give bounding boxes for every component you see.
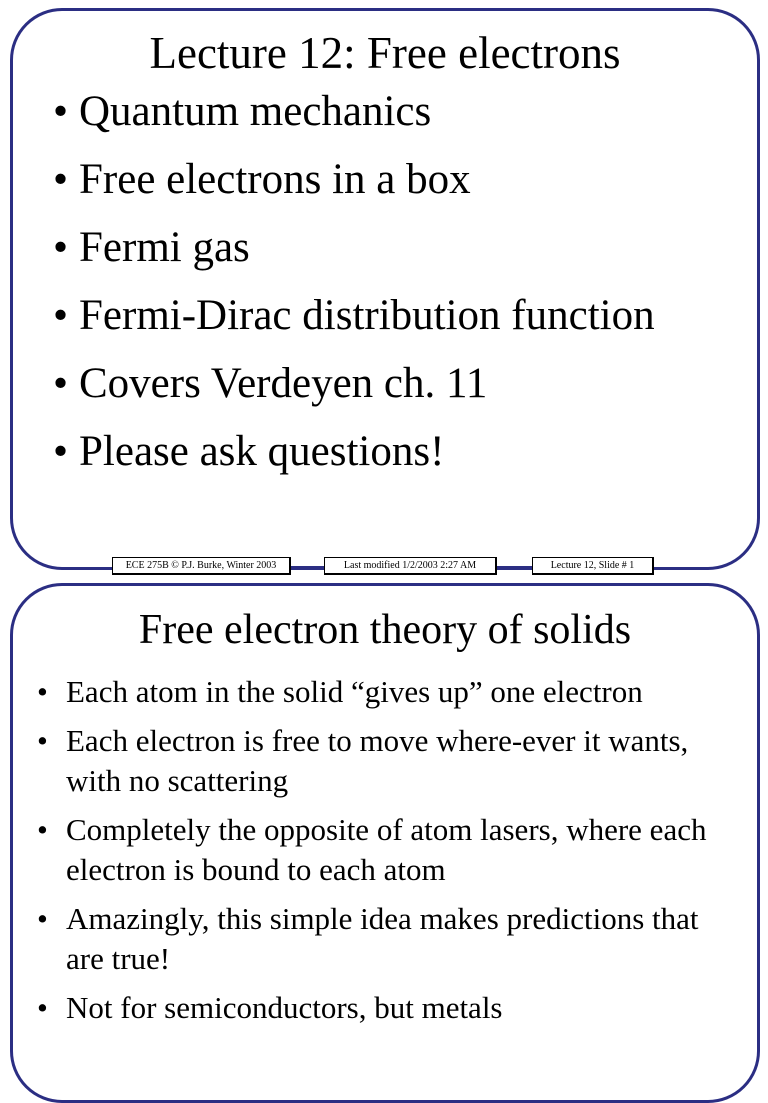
bullet-item	[47, 155, 747, 223]
bullet-text: Completely the opposite of atom lasers, where each electron is bound to each atom	[66, 812, 707, 887]
footer-slide-number: Lecture 12, Slide # 1	[532, 557, 654, 575]
slide-1-title: Lecture 12: Free electrons	[149, 28, 621, 78]
bullet-glyph: •	[53, 156, 69, 203]
bullet-glyph: •	[37, 674, 48, 709]
bullet-glyph: •	[37, 990, 48, 1025]
footer-last-modified: Last modified 1/2/2003 2:27 AM	[324, 557, 497, 575]
bullet-glyph: •	[53, 428, 69, 475]
bullet-text: Quantum mechanics	[79, 88, 432, 135]
bullet-item	[47, 87, 747, 155]
bullet-glyph: •	[53, 292, 69, 339]
slide-1-bullet-list	[47, 87, 747, 495]
slide-2-bullet-list	[34, 672, 744, 1037]
bullet-glyph: •	[37, 723, 48, 758]
bullet-item	[34, 899, 744, 979]
bullet-text: Free electrons in a box	[79, 156, 471, 203]
bullet-text: Amazingly, this simple idea makes predictions that are true!	[66, 901, 699, 976]
bullet-text: Not for semiconductors, but metals	[66, 990, 503, 1025]
slide-2	[10, 583, 760, 1103]
bullet-text: Covers Verdeyen ch. 11	[79, 360, 488, 407]
bullet-item	[34, 721, 744, 801]
bullet-text: Fermi gas	[79, 224, 250, 271]
bullet-item	[34, 988, 744, 1028]
bullet-item	[47, 291, 747, 359]
bullet-text: Each electron is free to move where-ever it wants, with no scattering	[66, 723, 689, 798]
bullet-item	[47, 359, 747, 427]
bullet-glyph: •	[37, 901, 48, 936]
bullet-item	[47, 427, 747, 495]
footer-course-credit: ECE 275B © P.J. Burke, Winter 2003	[112, 557, 291, 575]
bullet-text: Each atom in the solid “gives up” one electron	[66, 674, 643, 709]
bullet-item	[34, 810, 744, 890]
bullet-glyph: •	[53, 88, 69, 135]
bullet-item	[34, 672, 744, 712]
slide-2-title: Free electron theory of solids	[138, 607, 632, 653]
bullet-glyph: •	[53, 224, 69, 271]
bullet-glyph: •	[53, 360, 69, 407]
bullet-item	[47, 223, 747, 291]
bullet-glyph: •	[37, 812, 48, 847]
bullet-text: Please ask questions!	[79, 428, 445, 475]
bullet-text: Fermi-Dirac distribution function	[79, 292, 655, 339]
slide-1	[10, 8, 760, 570]
